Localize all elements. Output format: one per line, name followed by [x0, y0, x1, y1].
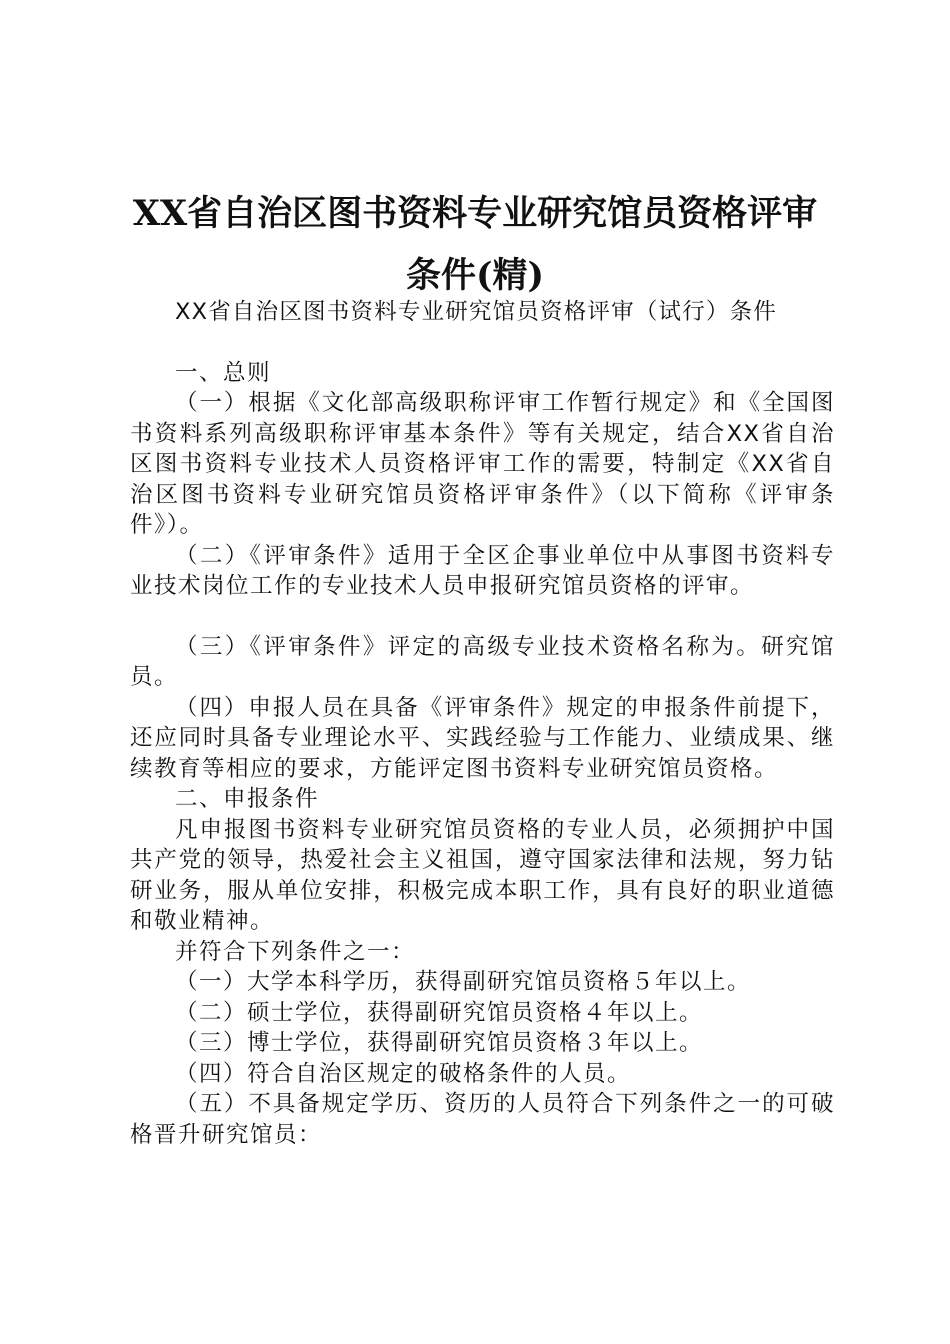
document-body [130, 297, 835, 1150]
paragraph: 凡申报图书资料专业研究馆员资格的专业人员，必须拥护中国共产党的领导，热爱社会主义祖国，遵守国家法律和法规，努力钻研业务，服从单位安排，积极完成本职工作，具有良好的职业道德和敬业精神。 [130, 816, 835, 934]
document-title-line-2: 条件(精) [405, 255, 545, 296]
paragraph: （二）《评审条件》适用于全区企事业单位中从事图书资料专业技术岗位工作的专业技术人员申报研究馆员资格的评审。 [130, 542, 835, 599]
document-subtitle: XX省自治区图书资料专业研究馆员资格评审（试行）条件 [175, 299, 778, 325]
list-item: （四）符合自治区规定的破格条件的人员。 [175, 1060, 632, 1087]
paragraph: （三）《评审条件》评定的高级专业技术资格名称为。研究馆员。 [130, 633, 835, 690]
list-item: （一）大学本科学历，获得副研究馆员资格５年以上。 [175, 969, 752, 995]
document-title-line-1: XX省自治区图书资料专业研究馆员资格评审 [132, 193, 818, 234]
section-heading-conditions: 二、申报条件 [175, 786, 320, 812]
section-heading-general: 一、总则 [175, 359, 272, 386]
list-item: （五）不具备规定学历、资历的人员符合下列条件之一的可破格晋升研究馆员： [130, 1091, 835, 1148]
list-item: （二）硕士学位，获得副研究馆员资格４年以上。 [175, 999, 704, 1026]
paragraph: （四）申报人员在具备《评审条件》规定的申报条件前提下，还应同时具备专业理论水平、实践经验与工作能力、业绩成果、继续教育等相应的要求，方能评定图书资料专业研究馆员资格。 [130, 694, 835, 782]
paragraph: 并符合下列条件之一： [175, 938, 416, 965]
paragraph: （一）根据《文化部高级职称评审工作暂行规定》和《全国图书资料系列高级职称评审基本条件》等有关规定，结合XX省自治区图书资料专业技术人员资格评审工作的需要，特制定《XX省自治区图书资料专业研究馆员资格评审条件》（以下简称《评审条件》）。 [130, 390, 835, 538]
list-item: （三）博士学位，获得副研究馆员资格３年以上。 [175, 1030, 704, 1056]
